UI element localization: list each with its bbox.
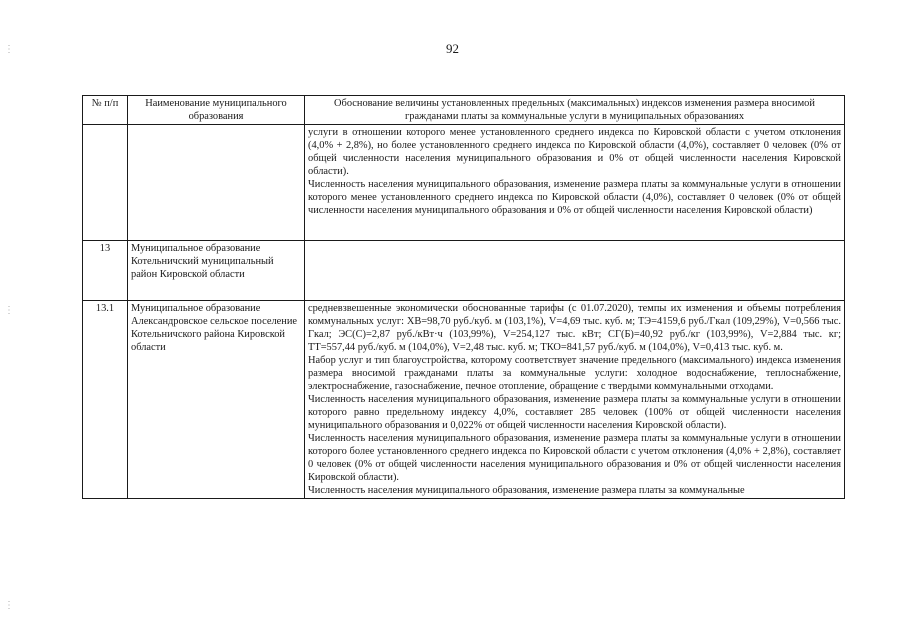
tariff-justification-table: [82, 95, 845, 499]
row-justification: [305, 301, 845, 499]
table-row: [83, 241, 845, 301]
row-num: 13.1: [83, 301, 128, 499]
row-justification: [305, 125, 845, 241]
row-justification: [305, 241, 845, 301]
table-header-row: [83, 96, 845, 125]
scan-artifact: ⋮: [4, 44, 14, 55]
justification-paragraph: Численность населения муниципального образования, изменение размера платы за коммунальные услуги в отношении которого менее установленного среднего индекса по Кировской области (4,0%), составляет 0 человек (0% от общей численности населения муниципального образования и 0% от общей численности населения Кировской области): [308, 179, 841, 216]
header-name: Наименование муниципального образования: [128, 96, 305, 125]
justification-paragraph: Численность населения муниципального образования, изменение размера платы за коммунальные: [308, 485, 745, 496]
justification-paragraph: средневзвешенные экономически обоснованные тарифы (с 01.07.2020), темпы их изменения и объемы потребления коммунальных услуг: ХВ=98,70 руб./куб. м (103,1%), V=4,69 тыс. куб. м; ТЭ=4159,6 руб./Гкал (109,29%), V=0,566 тыс. Гкал; ЭС(С)=2,87 руб./кВт·ч (103,99%), V=254,127 тыс. кВт; СГ(Б)=40,92 руб./кг (103,99%), V=2,884 тыс. кг; ТТ=557,44 руб./куб. м (104,0%), V=2,48 тыс. куб. м; ТКО=841,57 руб./куб. м (104,0%), V=0,413 тыс. куб. м.: [308, 303, 841, 353]
table-row: [83, 301, 845, 499]
row-name: [128, 125, 305, 241]
row-num: [83, 125, 128, 241]
row-name: Муниципальное образование Александровское сельское поселение Котельничского района Кировской области: [128, 301, 305, 499]
scan-artifact: ⋮: [4, 600, 14, 611]
justification-paragraph: услуги в отношении которого менее установленного среднего индекса по Кировской области с учетом отклонения (4,0% + 2,8%), но более установленного среднего индекса по Кировской области (4,0%), составляет 0 человек (0% от общей численности населения муниципального образования и 0% от общей численности населения Кировской области).: [308, 127, 841, 177]
justification-paragraph: Набор услуг и тип благоустройства, которому соответствует значение предельного (максимального) индекса изменения размера вносимой гражданами платы за коммунальные услуги: холодное водоснабжение, теплоснабжение, электроснабжение, газоснабжение, печное отопление, обращение с твердыми коммунальными отходами.: [308, 355, 841, 392]
page-number: 92: [446, 41, 459, 56]
justification-paragraph: Численность населения муниципального образования, изменение размера платы за коммунальные услуги в отношении которого равно предельному индексу 4,0%, составляет 285 человек (100% от общей численности населения муниципального образования и 0,022% от общей численности населения Кировской области).: [308, 394, 841, 431]
table-row: [83, 125, 845, 241]
header-num: № п/п: [83, 96, 128, 125]
scan-artifact: ⋮: [4, 305, 14, 316]
row-num: 13: [83, 241, 128, 301]
row-name: Муниципальное образование Котельничский муниципальный район Кировской области: [128, 241, 305, 301]
justification-paragraph: Численность населения муниципального образования, изменение размера платы за коммунальные услуги в отношении которого более установленного среднего индекса по Кировской области с учетом отклонения (4,0% + 2,8%), составляет 0 человек (0% от общей численности населения муниципального образования и 0% от общей численности населения Кировской области).: [308, 433, 841, 483]
header-justification: Обоснование величины установленных предельных (максимальных) индексов изменения размера вносимой гражданами платы за коммунальные услуги в муниципальных образованиях: [305, 96, 845, 125]
